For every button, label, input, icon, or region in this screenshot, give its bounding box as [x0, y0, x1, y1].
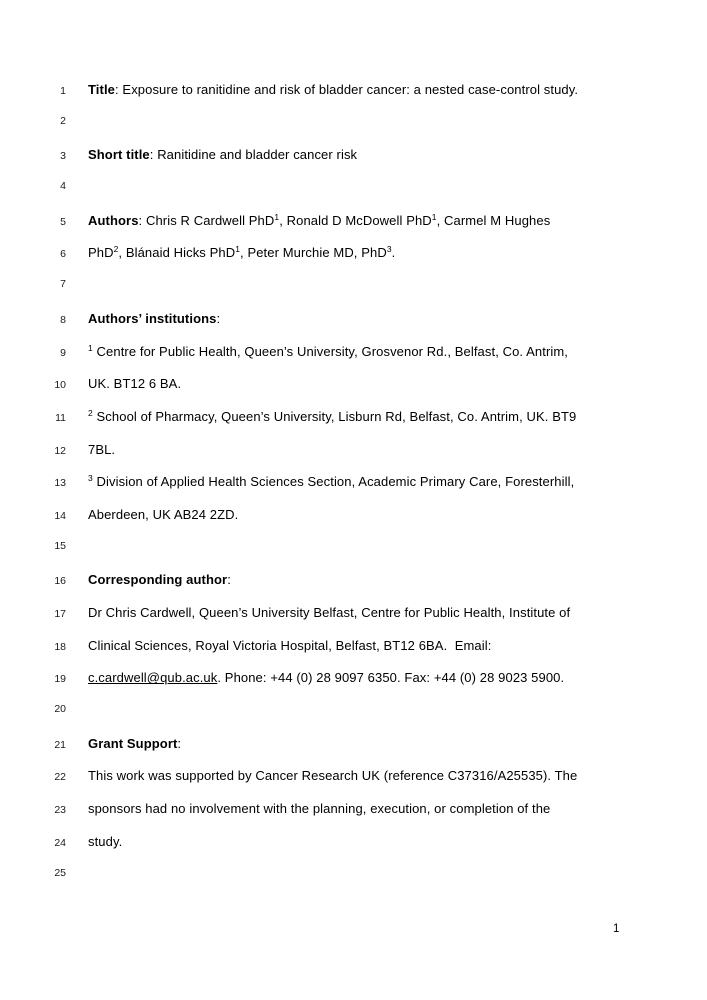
text-segment: .	[391, 245, 396, 261]
line-number: 6	[60, 248, 66, 261]
line-number: 4	[60, 180, 66, 193]
text-segment: . Phone: +44 (0) 28 9097 6350. Fax: +44 (0) 28 9023 5900.	[217, 670, 565, 686]
text-segment: Aberdeen, UK AB24 2ZD.	[88, 506, 239, 522]
line-number: 21	[54, 738, 66, 751]
line-row	[0, 540, 578, 573]
text-segment: PhD	[88, 245, 114, 261]
line-number: 5	[60, 215, 66, 228]
line-number: 18	[54, 640, 66, 653]
text-segment: :	[177, 735, 182, 751]
text-segment: :	[227, 572, 231, 588]
line-number: 8	[60, 313, 66, 326]
line-row	[0, 180, 578, 213]
line-number: 14	[54, 509, 66, 522]
text-segment: This work was supported by Cancer Research UK (reference C37316/A25535). The	[88, 768, 578, 784]
text-segment: : Chris R Cardwell PhD	[138, 212, 275, 228]
line-text	[88, 213, 550, 230]
line-row	[0, 115, 578, 148]
line-text	[88, 605, 570, 621]
email-link[interactable]: c.cardwell@qub.ac.uk	[88, 670, 218, 686]
text-segment: Corresponding author	[88, 572, 228, 588]
line-text	[88, 834, 122, 850]
line-row	[0, 572, 578, 605]
text-segment: UK. BT12 6 BA.	[88, 376, 182, 392]
footnote-superscript: 1	[235, 244, 241, 255]
footnote-superscript: 1	[274, 211, 280, 222]
text-segment: sponsors had no involvement with the planning, execution, or completion of the	[88, 801, 551, 817]
text-segment: Grant Support	[88, 735, 178, 751]
line-text	[88, 670, 564, 686]
text-segment: Authors’ institutions	[88, 310, 217, 326]
text-segment: : Exposure to ranitidine and risk of bladder cancer: a nested case-control study.	[115, 82, 579, 97]
text-segment: Authors	[88, 212, 139, 228]
line-row	[0, 474, 578, 507]
text-segment: Dr Chris Cardwell, Queen’s University Belfast, Centre for Public Health, Institute of	[88, 605, 571, 620]
line-row	[0, 376, 578, 409]
line-row	[0, 768, 578, 801]
line-text	[88, 344, 568, 361]
line-number: 25	[54, 866, 66, 879]
footnote-superscript: 3	[88, 473, 93, 484]
line-row	[0, 344, 578, 377]
line-row	[0, 147, 578, 180]
line-text	[88, 147, 357, 163]
text-segment: School of Pharmacy, Queen’s University, Lisburn Rd, Belfast, Co. Antrim, UK. BT9	[92, 408, 577, 424]
line-text	[88, 474, 574, 491]
line-text	[88, 768, 577, 784]
line-number: 16	[54, 575, 66, 588]
line-text	[88, 442, 115, 458]
line-text	[88, 572, 231, 588]
line-row	[0, 638, 578, 671]
line-row	[0, 213, 578, 246]
footnote-superscript: 2	[88, 407, 93, 418]
line-number: 13	[54, 477, 66, 490]
line-number: 9	[60, 346, 66, 359]
line-row	[0, 834, 578, 867]
text-segment: Title	[88, 82, 115, 97]
text-segment: Division of Applied Health Sciences Section, Academic Primary Care, Foresterhill,	[92, 474, 575, 490]
line-row	[0, 82, 578, 115]
line-text	[88, 311, 220, 327]
line-number: 17	[54, 608, 66, 620]
line-row	[0, 507, 578, 540]
text-segment: 7BL.	[88, 441, 116, 457]
line-row	[0, 670, 578, 703]
line-number: 20	[54, 703, 66, 716]
text-segment: , Peter Murchie MD, PhD	[240, 245, 387, 261]
text-segment: , Carmel M Hughes	[436, 212, 551, 228]
line-text	[88, 507, 238, 523]
line-number: 3	[60, 150, 66, 163]
text-segment: study.	[88, 833, 123, 849]
line-row	[0, 867, 578, 900]
text-segment: Centre for Public Health, Queen’s University, Grosvenor Rd., Belfast, Co. Antrim,	[92, 343, 569, 359]
text-segment: : Ranitidine and bladder cancer risk	[149, 147, 358, 163]
footnote-superscript: 3	[386, 244, 392, 255]
line-number: 22	[54, 771, 66, 784]
line-number: 24	[54, 836, 66, 849]
text-segment: Clinical Sciences, Royal Victoria Hospital, Belfast, BT12 6BA. Email:	[88, 637, 492, 653]
line-number: 23	[54, 804, 66, 817]
line-row	[0, 409, 578, 442]
line-text	[88, 82, 578, 98]
text-segment: , Blánaid Hicks PhD	[118, 245, 236, 261]
line-text	[88, 409, 576, 426]
text-segment: :	[216, 310, 221, 326]
line-text	[88, 801, 550, 817]
line-row	[0, 245, 578, 278]
line-row	[0, 801, 578, 834]
line-row	[0, 736, 578, 769]
footnote-superscript: 2	[113, 244, 119, 255]
text-segment: Short title	[88, 147, 150, 163]
page-number: 1	[613, 923, 620, 935]
line-number: 1	[60, 85, 66, 97]
line-row	[0, 703, 578, 736]
line-number: 12	[54, 444, 66, 457]
manuscript-lines	[0, 82, 578, 899]
line-number: 15	[54, 539, 66, 552]
line-text	[88, 736, 181, 752]
line-text	[88, 638, 491, 654]
line-row	[0, 605, 578, 638]
line-number: 7	[60, 278, 66, 291]
line-row	[0, 442, 578, 475]
line-text	[88, 245, 395, 262]
footnote-superscript: 1	[88, 342, 93, 353]
footnote-superscript: 1	[431, 211, 437, 222]
line-number: 10	[54, 379, 66, 392]
line-number: 19	[54, 673, 66, 686]
text-segment: , Ronald D McDowell PhD	[279, 212, 432, 228]
line-number: 2	[60, 114, 66, 127]
line-number: 11	[55, 411, 66, 424]
line-row	[0, 278, 578, 311]
line-text	[88, 376, 181, 392]
line-row	[0, 311, 578, 344]
